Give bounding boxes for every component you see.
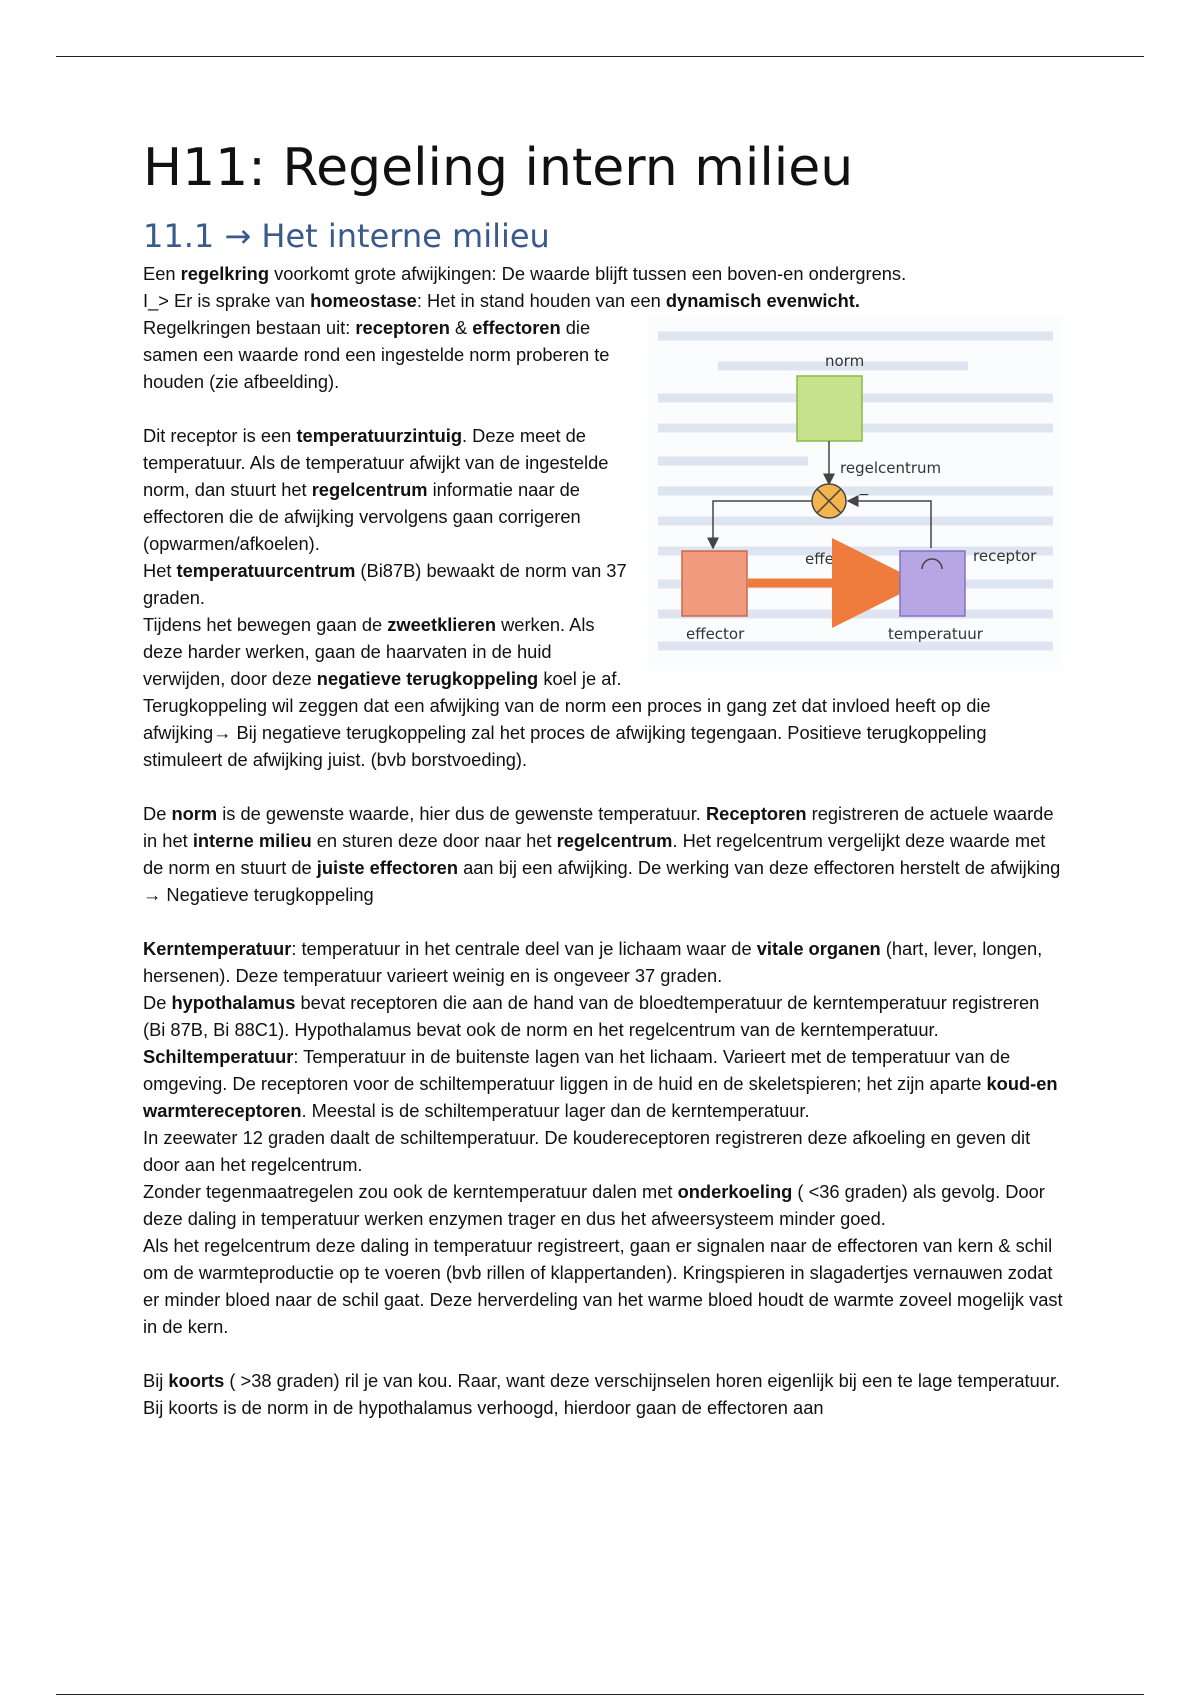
regelkring-figure [648,316,1063,671]
receptor-label: receptor [973,547,1037,566]
paragraph-kerntemperatuur: Kerntemperatuur: temperatuur in het centrale deel van je lichaam waar de vitale organen (hart, lever, longen, hersenen). Deze temperatuur varieert weinig en is ongeveer 37 graden. [143,938,1043,987]
paragraph-norm: De norm is de gewenste waarde, hier dus de gewenste temperatuur. Receptoren registreren de actuele waarde in het interne milieu en sturen deze door naar het regelcentrum. Het regelcentrum vergelijkt deze waarde met de norm en stuurt de juiste effectoren aan bij een afwijking. De werking van deze effectoren herstelt de afwijking → Negatieve terugkoppeling [143,803,1061,906]
paragraph-temperatuurcentrum: Het temperatuurcentrum (Bi87B) bewaakt de norm van 37 graden. [143,560,627,609]
temperatuur-label: temperatuur [888,625,983,644]
paragraph-homeostase: I_> Er is sprake van homeostase: Het in stand houden van een dynamisch evenwicht. [143,290,860,312]
receptor-box [900,551,965,616]
effector-box [682,551,747,616]
paragraph-schiltemperatuur: Schiltemperatuur: Temperatuur in de buitenste lagen van het lichaam. Varieert met de temperatuur van de omgeving. De receptoren voor de schiltemperatuur liggen in de huid en de skeletspieren; het zijn aparte koud-en warmtereceptoren. Meestal is de schiltemperatuur lager dan de kerntemperatuur. [143,1046,1058,1122]
effector-label: effector [686,625,745,644]
regelkring-diagram [648,316,1063,671]
paragraph-regelkringen: Regelkringen bestaan uit: receptoren & effectoren die samen een waarde rond een ingestelde norm proberen te houden (zie afbeelding). [143,317,610,393]
paragraph-receptor: Dit receptor is een temperatuurzintuig. Deze meet de temperatuur. Als de temperatuur afwijkt van de ingestelde norm, dan stuurt het regelcentrum informatie naar de effectoren die de afwijking vervolgens gaan corrigeren (opwarmen/afkoelen). [143,425,609,555]
document-body [143,140,1063,1421]
paragraph-zeewater: In zeewater 12 graden daalt de schiltemperatuur. De koudereceptoren registreren deze afkoeling en geven dit door aan het regelcentrum. [143,1127,1031,1176]
minus-sign: − [858,487,870,504]
paragraph-koorts: Bij koorts ( >38 graden) ril je van kou. Raar, want deze verschijnselen horen eigenlijk bij een te lage temperatuur. Bij koorts is de norm in de hypothalamus verhoogd, hierdoor gaan de effectoren aan [143,1370,1061,1419]
paragraph-regelkring: Een regelkring voorkomt grote afwijkingen: De waarde blijft tussen een boven-en ondergrens. [143,263,907,285]
paragraph-zweetklieren: Tijdens het bewegen gaan de zweetklieren werken. Als deze harder werken, gaan de haarvaten in de huid verwijden, door deze negatieve terugkoppeling koel je af. [143,614,622,690]
norm-label: norm [825,352,865,371]
footer-rule [56,1694,1144,1695]
norm-box [797,376,862,441]
paragraph-terugkoppeling: Terugkoppeling wil zeggen dat een afwijking van de norm een proces in gang zet dat invloed heeft op die afwijking→ Bij negatieve terugkoppeling zal het proces de afwijking tegengaan. Positieve terugkoppeling stimuleert de afwijking juist. (bvb borstvoeding). [143,695,991,771]
effect-label: effect [805,550,848,569]
paragraph-hypothalamus: De hypothalamus bevat receptoren die aan de hand van de bloedtemperatuur de kerntemperatuur registreren (Bi 87B, Bi 88C1). Hypothalamus bevat ook de norm en het regelcentrum van de kerntemperatuur. [143,992,1040,1041]
paragraph-warmteproductie: Als het regelcentrum deze daling in temperatuur registreert, gaan er signalen naar de effectoren van kern & schil om de warmteproductie op te voeren (bvb rillen of klappertanden). Kringspieren in slagadertjes vernauwen zodat er minder bloed naar de schil gaat. Deze herverdeling van het warme bloed houdt de warmte zoveel mogelijk vast in de kern. [143,1235,1063,1338]
section-heading: 11.1 → Het interne milieu [143,217,550,256]
paragraph-onderkoeling: Zonder tegenmaatregelen zou ook de kerntemperatuur dalen met onderkoeling ( <36 graden) als gevolg. Door deze daling in temperatuur werken enzymen trager en dus het afweersysteem minder goed. [143,1181,1045,1230]
header-rule [56,56,1144,57]
regelcentrum-label: regelcentrum [840,459,942,478]
page-title: H11: Regeling intern milieu [143,138,854,198]
